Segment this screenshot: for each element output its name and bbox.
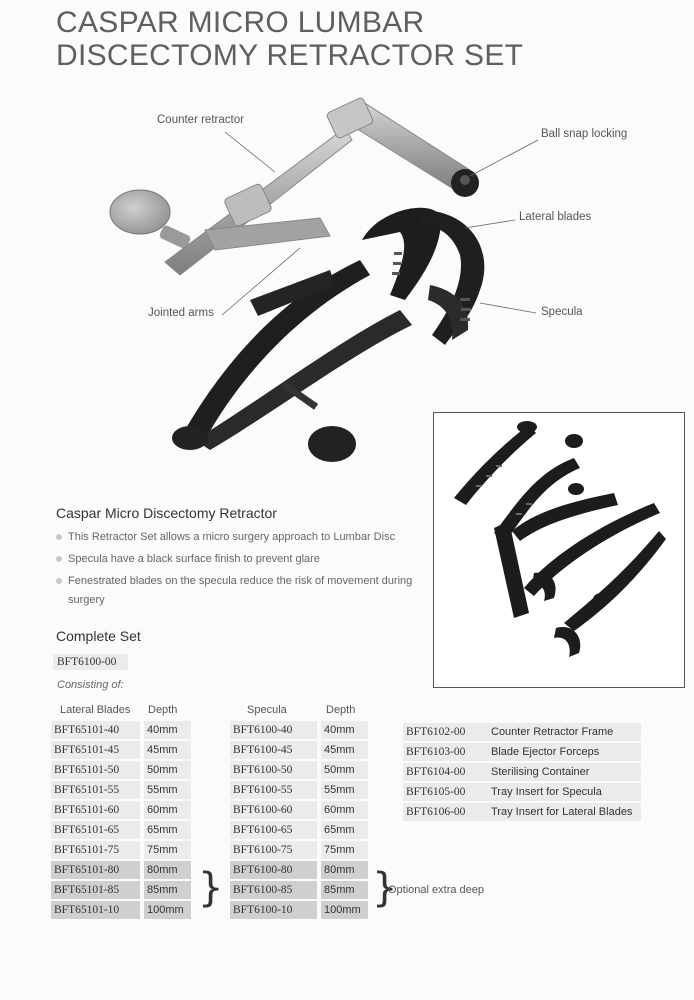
table-row xyxy=(51,841,191,859)
consisting-of-label: Consisting of: xyxy=(57,679,124,691)
table-row xyxy=(230,801,368,819)
callout-counter-retractor: Counter retractor xyxy=(157,114,244,126)
depth-value: 85mm xyxy=(144,881,191,899)
item-description: Tray Insert for Specula xyxy=(488,783,641,801)
part-code: BFT6100-75 xyxy=(230,841,317,859)
table-row xyxy=(230,781,368,799)
part-code: BFT65101-40 xyxy=(51,721,140,739)
table-row xyxy=(230,881,368,899)
depth-value: 45mm xyxy=(321,741,368,759)
table-row xyxy=(51,881,191,899)
depth-value: 65mm xyxy=(321,821,368,839)
table-row xyxy=(230,901,368,919)
depth-value: 75mm xyxy=(144,841,191,859)
description-heading: Caspar Micro Discectomy Retractor xyxy=(56,505,277,521)
bullet-icon xyxy=(56,578,62,584)
table-row xyxy=(403,783,641,801)
table-row xyxy=(403,723,641,741)
part-code: BFT6100-65 xyxy=(230,821,317,839)
table-row xyxy=(51,781,191,799)
feature-item xyxy=(56,572,413,610)
bullet-icon xyxy=(56,534,62,540)
part-code: BFT6100-55 xyxy=(230,781,317,799)
depth-value: 40mm xyxy=(321,721,368,739)
depth-value: 50mm xyxy=(144,761,191,779)
specula-deep-brace: } xyxy=(372,865,398,911)
table-row xyxy=(403,763,641,781)
title-line-2: DISCECTOMY RETRACTOR SET xyxy=(56,39,524,72)
feature-item xyxy=(56,550,436,569)
counter-retractor-disc xyxy=(110,190,170,234)
part-code: BFT6100-40 xyxy=(230,721,317,739)
feature-text: Specula have a black surface finish to prevent glare xyxy=(68,553,320,565)
depth-value: 75mm xyxy=(321,841,368,859)
table-row xyxy=(403,803,641,821)
callout-ball-snap-locking: Ball snap locking xyxy=(541,128,628,140)
table-row xyxy=(230,821,368,839)
depth-value: 100mm xyxy=(144,901,191,919)
specula-header: Specula xyxy=(247,704,287,716)
table-row xyxy=(230,721,368,739)
feature-item xyxy=(56,528,436,547)
complete-set-code: BFT6100-00 xyxy=(53,654,128,670)
depth-value: 60mm xyxy=(144,801,191,819)
table-row xyxy=(403,743,641,761)
thumb-disc xyxy=(308,426,356,462)
part-code: BFT6105-00 xyxy=(403,783,488,801)
part-code: BFT65101-75 xyxy=(51,841,140,859)
depth-value: 60mm xyxy=(321,801,368,819)
depth-value: 100mm xyxy=(321,901,368,919)
part-code: BFT65101-10 xyxy=(51,901,140,919)
table-row xyxy=(51,721,191,739)
table-row xyxy=(230,741,368,759)
table-row xyxy=(230,841,368,859)
specula-photo xyxy=(433,412,685,688)
part-code: BFT65101-55 xyxy=(51,781,140,799)
lateral-blades-table xyxy=(51,719,191,921)
part-code: BFT6100-45 xyxy=(230,741,317,759)
table-row xyxy=(230,761,368,779)
part-code: BFT6100-60 xyxy=(230,801,317,819)
depth-value: 55mm xyxy=(144,781,191,799)
depth-value: 50mm xyxy=(321,761,368,779)
item-description: Blade Ejector Forceps xyxy=(488,743,641,761)
lateral-depth-header: Depth xyxy=(148,704,178,716)
part-code: BFT6100-85 xyxy=(230,881,317,899)
part-code: BFT65101-85 xyxy=(51,881,140,899)
item-description: Counter Retractor Frame xyxy=(488,723,641,741)
part-code: BFT65101-45 xyxy=(51,741,140,759)
part-code: BFT6102-00 xyxy=(403,723,488,741)
title-line-1: CASPAR MICRO LUMBAR xyxy=(56,6,425,39)
item-description: Tray Insert for Lateral Blades xyxy=(488,803,641,821)
table-row xyxy=(230,861,368,879)
complete-set-heading: Complete Set xyxy=(56,628,141,644)
accessories-table xyxy=(403,721,641,823)
feature-text: Fenestrated blades on the specula reduce the risk of movement during surgery xyxy=(68,575,413,606)
part-code: BFT6103-00 xyxy=(403,743,488,761)
depth-value: 40mm xyxy=(144,721,191,739)
handle-end xyxy=(172,426,208,450)
lateral-deep-brace: } xyxy=(198,865,224,911)
part-code: BFT6100-50 xyxy=(230,761,317,779)
optional-extra-deep-note: Optional extra deep xyxy=(388,884,485,896)
table-row xyxy=(51,761,191,779)
depth-value: 55mm xyxy=(321,781,368,799)
feature-list xyxy=(56,528,436,613)
bullet-icon xyxy=(56,556,62,562)
feature-text: This Retractor Set allows a micro surgery approach to Lumbar Disc xyxy=(68,531,396,543)
item-description: Sterilising Container xyxy=(488,763,641,781)
specula-photo-illustration xyxy=(434,413,684,687)
part-code: BFT65101-60 xyxy=(51,801,140,819)
table-row xyxy=(51,821,191,839)
part-code: BFT6104-00 xyxy=(403,763,488,781)
callout-jointed-arms: Jointed arms xyxy=(148,307,214,319)
specula-depth-header: Depth xyxy=(326,704,356,716)
specula-table xyxy=(230,719,368,921)
table-row xyxy=(51,741,191,759)
depth-value: 80mm xyxy=(144,861,191,879)
table-row xyxy=(51,801,191,819)
depth-value: 65mm xyxy=(144,821,191,839)
depth-value: 45mm xyxy=(144,741,191,759)
table-row xyxy=(51,861,191,879)
part-code: BFT65101-80 xyxy=(51,861,140,879)
table-row xyxy=(51,901,191,919)
callout-lateral-blades: Lateral blades xyxy=(519,211,592,223)
depth-value: 80mm xyxy=(321,861,368,879)
part-code: BFT6106-00 xyxy=(403,803,488,821)
callout-specula: Specula xyxy=(541,306,583,318)
lateral-blades-header: Lateral Blades xyxy=(60,704,131,716)
part-code: BFT6100-80 xyxy=(230,861,317,879)
part-code: BFT65101-65 xyxy=(51,821,140,839)
part-code: BFT6100-10 xyxy=(230,901,317,919)
depth-value: 85mm xyxy=(321,881,368,899)
part-code: BFT65101-50 xyxy=(51,761,140,779)
